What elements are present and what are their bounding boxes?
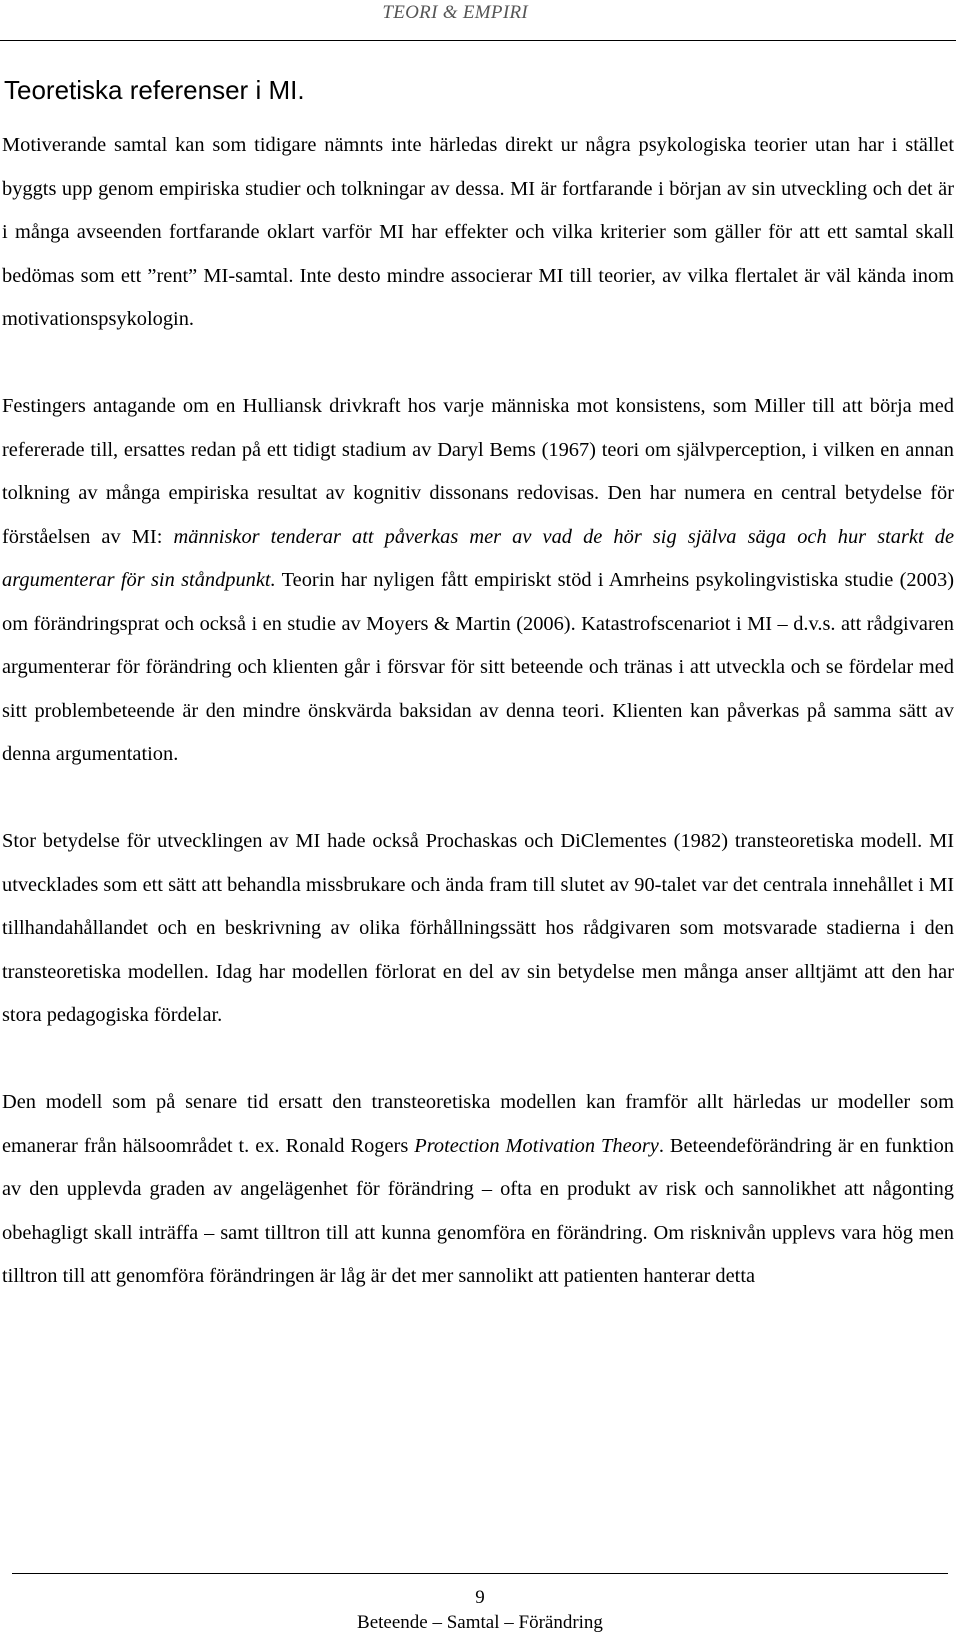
paragraph-transtheoretical <box>2 820 954 1038</box>
running-header: TEORI & EMPIRI <box>382 2 528 23</box>
emphasized-quote: människor tenderar att påverkas mer av vad de hör sig själva säga och hur starkt de argumenterar för sin ståndpunkt. <box>2 525 954 591</box>
paragraph-text: Festingers antagande om en Hulliansk drivkraft hos varje människa mot konsistens, som Miller till att börja med refererade till, ersattes redan på ett tidigt stadium av Daryl Bems (1967) teori om självperception, i vilken en annan tolkning av många empiriska resultat av kognitiv dissonans redovisas. Den har numera en central betydelse för förståelsen av MI: <box>2 395 954 548</box>
paragraph-text: . Beteendeförändring är en funktion av den upplevda graden av angelägenhet för förändring – ofta en produkt av risk och sannolikhet att någonting obehagligt skall inträffa – samt tilltron till att kunna genomföra en förändring. Om risknivån upplevs vara hög men tilltron till att genomföra förändringen är låg är det mer sannolikt att patienten hanterar detta <box>2 1134 954 1287</box>
paragraph-protection-motivation <box>2 1081 954 1299</box>
paragraph-text: Stor betydelse för utvecklingen av MI hade också Prochaskas och DiClementes (1982) transteoretiska modell. MI utvecklades som ett sätt att behandla missbrukare och ända fram till slutet av 90-talet var det centrala innehållet i MI tillhandahållandet och en beskrivning av olika förhållningssätt hos rådgivaren som motsvarade stadierna i den transteoretiska modellen. Idag har modellen förlorat en del av sin betydelse men många anser alltjämt att den har stora pedagogiska fördelar. <box>2 830 954 1026</box>
paragraph-text: Teorin har nyligen fått empiriskt stöd i Amrheins psykolingvistiska studie (2003) om förändringsprat och också i en studie av Moyers & Martin (2006). Katastrofscenariot i MI – d.v.s. att rådgivaren argumenterar för förändring och klienten går i försvar för sitt beteende och tränas i att utveckla och se fördelar med sitt problembeteende är den mindre önskvärda baksidan av denna teori. Klienten kan påverkas på samma sätt av denna argumentation. <box>2 569 954 765</box>
header-rule <box>0 40 956 41</box>
section-heading: Teoretiska referenser i MI. <box>4 75 305 105</box>
footer-rule <box>12 1573 948 1574</box>
page-number: 9 <box>475 1587 485 1608</box>
paragraph-text: Motiverande samtal kan som tidigare nämnts inte härledas direkt ur några psykologiska teorier utan har i stället byggts upp genom empiriska studier och tolkningar av dessa. MI är fortfarande i början av sin utveckling och det är i många avseenden fortfarande oklart varför MI har effekter och vilka kriterier som gäller för att ett samtal skall bedömas som ett ”rent” MI-samtal. Inte desto mindre associerar MI till teorier, av vilka flertalet är väl kända inom motivationspsykologin. <box>2 134 954 330</box>
document-body <box>2 124 954 1299</box>
paragraph-self-perception <box>2 385 954 777</box>
footer-text: Beteende – Samtal – Förändring <box>357 1612 603 1633</box>
paragraph-text: Den modell som på senare tid ersatt den transteoretiska modellen kan framför allt härledas ur modeller som emanerar från hälsoområdet t. ex. Ronald Rogers <box>2 1091 954 1157</box>
paragraph-intro <box>2 124 954 342</box>
emphasized-theory-name: Protection Motivation Theory <box>414 1134 659 1157</box>
